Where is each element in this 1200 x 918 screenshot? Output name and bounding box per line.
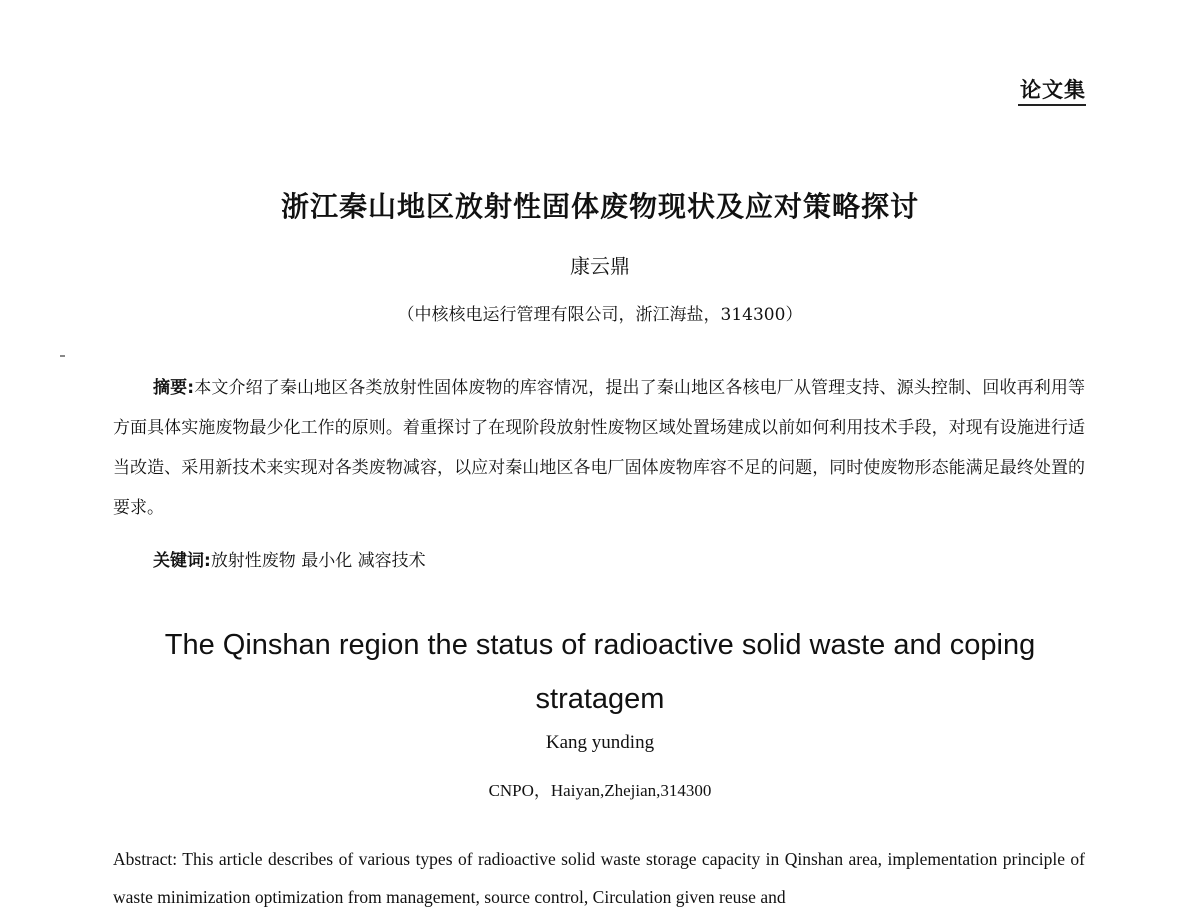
- keywords-text-cn: 放射性废物 最小化 减容技术: [210, 551, 426, 571]
- header-tag: 论文集: [1020, 78, 1086, 102]
- paper-title-en: The Qinshan region the status of radioactive solid waste and coping stratagem: [164, 629, 1036, 715]
- paper-title-cn: 浙江秦山地区放射性固体废物现状及应对策略探讨: [280, 190, 919, 223]
- author-en: Kang yunding: [545, 732, 655, 753]
- affiliation-en: CNPO，Haiyan,Zhejian,314300: [488, 781, 712, 800]
- keywords-cn: [153, 546, 426, 571]
- header-rule: [1018, 104, 1086, 106]
- abstract-en: Abstract: This article describes of various types of radioactive solid waste storage capacity in Qinshan area, implementation principle of waste minimization optimization from management, source control, Circulation given reuse and: [113, 849, 1085, 907]
- author-cn: 康云鼎: [570, 254, 630, 278]
- abstract-label-cn: 摘要:: [153, 378, 195, 398]
- affiliation-cn: （中核核电运行管理有限公司，浙江海盐，314300）: [397, 305, 803, 325]
- scan-speck: [60, 355, 65, 357]
- abstract-text-cn: 本文介绍了秦山地区各类放射性固体废物的库容情况，提出了秦山地区各核电厂从管理支持、源头控制、回收再利用等方面具体实施废物最少化工作的原则。着重探讨了在现阶段放射性废物区域处置场建成以前如何利用技术手段，对现有设施进行适当改造、采用新技术来实现对各类废物减容，以应对秦山地区各电厂固体废物库容不足的问题，同时使废物形态能满足最终处置的要求。: [113, 378, 1085, 518]
- keywords-label-cn: 关键词:: [153, 551, 211, 571]
- abstract-cn: [113, 368, 1085, 528]
